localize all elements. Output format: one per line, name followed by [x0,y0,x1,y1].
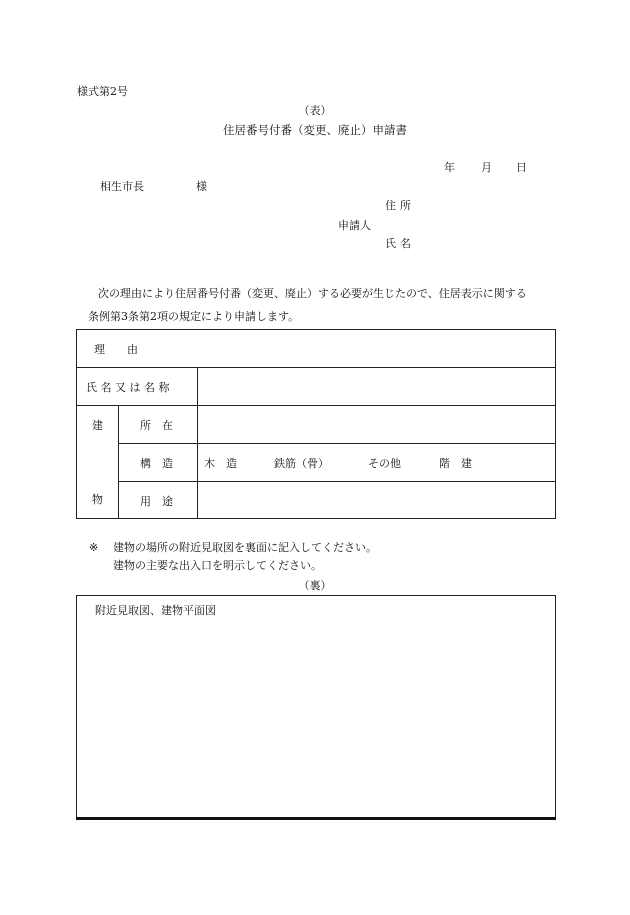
date-year-label: 年 [444,161,455,174]
front-side-label: （表） [298,104,332,117]
body-text-line-2: 条例第3条第2項の規定により申請します。 [88,310,300,323]
document-title: 住居番号付番（変更、廃止）申請書 [223,123,407,137]
addressee-honorific: 様 [196,180,207,193]
location-label: 所 在 [140,419,173,432]
row-divider-1 [77,367,555,368]
structure-wood-option: 木 造 [204,457,237,470]
body-text-line-1: 次の理由により住居番号付番（変更、廃止）する必要が生じたので、住居表示に関する [98,287,527,300]
structure-other-option: その他 [368,457,401,470]
applicant-label: 申請人 [338,219,371,232]
date-day-label: 日 [516,161,527,174]
row-divider-3 [118,443,555,444]
use-label: 用 途 [140,495,173,508]
date-month-label: 月 [481,161,492,174]
structure-floors-label: 階 建 [439,457,472,470]
building-label-top: 建 [92,419,103,432]
applicant-name-label: 氏名 [385,237,415,250]
structure-label: 構 造 [140,457,173,470]
note-line-2: 建物の主要な出入口を明示してください。 [113,559,322,572]
application-table [76,329,556,519]
name-or-title-label: 氏 名 又 は 名 称 [86,381,170,394]
building-label-bottom: 物 [92,493,103,506]
note-line-1: 建物の場所の附近見取図を裏面に記入してください。 [113,541,377,554]
form-number: 様式第2号 [77,85,128,98]
reason-label: 理 由 [94,343,138,356]
map-drawing-box [76,595,556,820]
applicant-address-label: 住所 [385,199,415,212]
row-divider-2 [77,405,555,406]
addressee-name: 相生市長 [100,180,144,193]
note-mark: ※ [89,541,99,554]
row-divider-4 [118,481,555,482]
back-side-label: （裏） [298,579,332,592]
label-column-divider [197,367,198,518]
structure-steel-option: 鉄筋（骨） [274,457,329,470]
building-column-divider [118,405,119,518]
map-box-label: 附近見取図、建物平面図 [95,604,216,617]
